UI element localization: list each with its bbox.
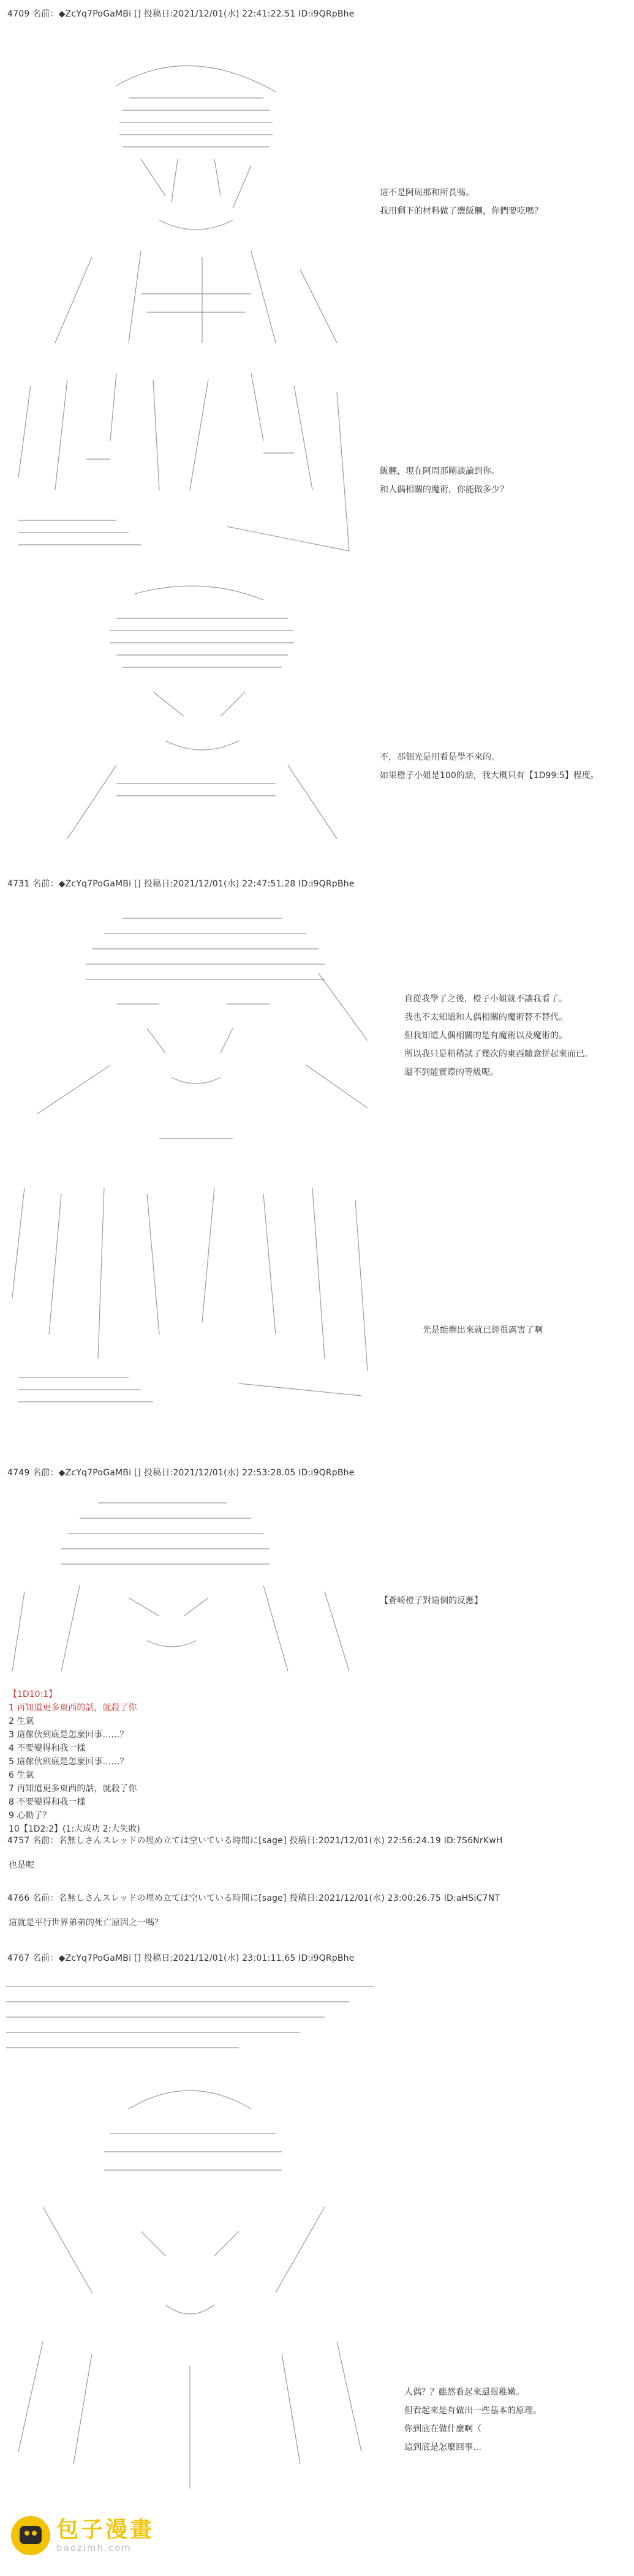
ascii-art-figure xyxy=(18,37,361,355)
reply-text: 這就是平行世界弟弟的死亡原因之一嗎？ xyxy=(9,1918,163,1928)
dialog-line: 這到底是怎麼回事… xyxy=(404,2443,481,2452)
post-header: 4766 名前：名無しさんスレッドの埋め立ては空いている時間に[sage] 投稿日:2021/12/01(水) 23:00:26.75 ID:aHSiC7NT xyxy=(7,1893,500,1903)
dialog-lines xyxy=(380,748,599,785)
dialog-line: 我也不太知道和人偶相關的魔術替不替代。 xyxy=(404,1013,567,1022)
watermark-title: 包子漫畫 xyxy=(56,2517,155,2542)
ascii-art-figure xyxy=(6,1974,374,2507)
choice-item: 7 再知道更多東西的話，就殺了你 xyxy=(9,1784,137,1794)
dialog-line: 你到底在做什麼啊（ xyxy=(404,2424,481,2434)
dialog-lines xyxy=(404,2383,542,2457)
dialog-line: 但看起來是有做出一些基本的原理。 xyxy=(404,2406,542,2416)
dialog-line: 不，那個光是用看是學不來的。 xyxy=(380,752,500,762)
dialog-lines xyxy=(423,1321,543,1339)
choice-item: 8 不要變得和我一樣 xyxy=(9,1797,86,1807)
watermark-url: baozimh.com xyxy=(56,2542,132,2553)
dialog-line: 如果橙子小姐是100的話，我大概只有【1D99:5】程度。 xyxy=(380,771,599,781)
bun-logo-icon xyxy=(11,2516,50,2555)
dialog-line: 【蒼崎橙子對這個的反應】 xyxy=(380,1596,483,1606)
dialog-line: 飯糰，現在阿周那剛談論到你。 xyxy=(380,466,500,476)
dialog-line: 所以我只是稍稍試了幾次的東西隨意拼起來而已。 xyxy=(404,1049,593,1059)
choice-item: 9 心動了？ xyxy=(9,1811,51,1821)
post-header: 4767 名前：◆ZcYq7PoGaMBi [] 投稿日:2021/12/01(水) 23:01:11.65 ID:i9QRpBhe xyxy=(7,1953,355,1963)
dialog-line: 還不到能實際的等級呢。 xyxy=(404,1068,499,1077)
choice-item: 5 這傢伙到底是怎麼回事……？ xyxy=(9,1757,129,1767)
dialog-lines xyxy=(380,184,543,220)
post-header: 4757 名前：名無しさんスレッドの埋め立ては空いている時間に[sage] 投稿日:2021/12/01(水) 22:56:24.19 ID:7S6NrKwH xyxy=(7,1836,503,1846)
ascii-art-figure xyxy=(6,1494,361,1677)
choice-item: 1 再知道更多東西的話，就殺了你 xyxy=(9,1703,137,1713)
choice-item: 6 生氣 xyxy=(9,1770,34,1780)
dialog-line: 自從我學了之後，橙子小姐就不讓我看了。 xyxy=(404,994,567,1004)
dialog-line: 人偶？？雖然看起來還很稚嫩。 xyxy=(404,2387,524,2397)
dialog-line: 光是能辦出來就已經很厲害了啊 xyxy=(423,1325,543,1335)
dialog-line: 但我知道人偶相關的是有魔術以及魔術的。 xyxy=(404,1031,567,1041)
ascii-art-faces xyxy=(6,1175,374,1420)
dialog-lines xyxy=(380,1592,483,1610)
dialog-line: 這不是阿周那和所長嗎。 xyxy=(380,188,474,198)
dice-result: 【1D10:1】 xyxy=(9,1690,58,1699)
post-header: 4731 名前：◆ZcYq7PoGaMBi [] 投稿日:2021/12/01(水) 22:47:51.28 ID:i9QRpBhe xyxy=(7,879,355,889)
dialog-line: 我用剩下的材料做了鹽飯糰，你們要吃嗎？ xyxy=(380,206,543,216)
ascii-art-faces xyxy=(6,367,361,569)
dialog-line: 和人偶相關的魔術，你能做多少？ xyxy=(380,485,508,495)
post-header: 4709 名前：◆ZcYq7PoGaMBi [] 投稿日:2021/12/01(水) 22:41:22.51 ID:i9QRpBhe xyxy=(7,9,355,19)
choice-item: 2 生氣 xyxy=(9,1717,34,1726)
post-header: 4749 名前：◆ZcYq7PoGaMBi [] 投稿日:2021/12/01(水) 22:53:28.05 ID:i9QRpBhe xyxy=(7,1468,355,1478)
dice-choice-list xyxy=(9,1688,140,1836)
dialog-lines xyxy=(380,462,508,499)
choice-item: 10【1D2:2】(1:大成功 2:大失敗) xyxy=(9,1824,140,1834)
ascii-art-figure xyxy=(43,582,361,851)
site-watermark xyxy=(11,2516,154,2555)
reply-text: 也是呢 xyxy=(9,1860,34,1870)
ascii-art-figure xyxy=(25,906,380,1169)
choice-item: 3 這傢伙到底是怎麼回事……？ xyxy=(9,1730,129,1740)
choice-item: 4 不要變得和我一樣 xyxy=(9,1743,86,1753)
dialog-lines xyxy=(404,990,593,1082)
